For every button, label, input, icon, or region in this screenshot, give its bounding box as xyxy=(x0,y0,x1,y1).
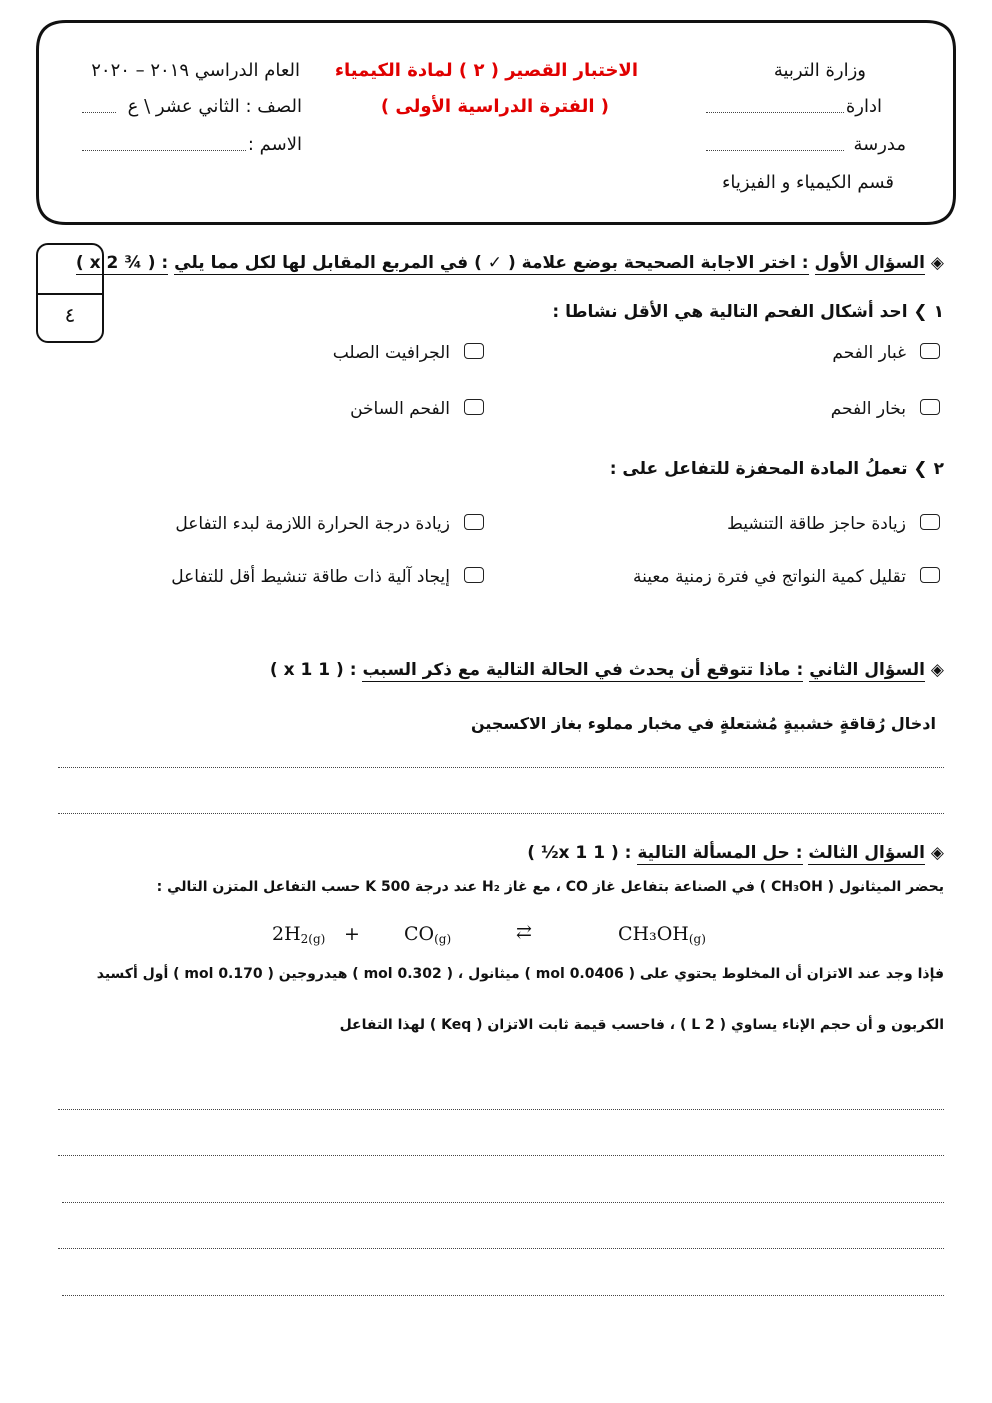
answer-line[interactable] xyxy=(58,767,944,768)
q1-bullet-icon: ◈ xyxy=(930,253,944,273)
checkbox-q1-2-b[interactable] xyxy=(464,514,484,530)
department: قسم الكيمياء و الفيزياء xyxy=(721,172,894,193)
grade: الصف : الثاني عشر \ ع xyxy=(127,96,302,117)
eq-r2-sub: (g) xyxy=(434,932,452,946)
q2-marks: : ( 1 x 1 ) xyxy=(269,660,357,680)
checkbox-q1-1-d[interactable] xyxy=(464,399,484,415)
q1-item2-number: ٢ xyxy=(933,459,944,479)
exam-title: الاختبار القصير ( ٢ ) لمادة الكيمياء xyxy=(334,60,638,81)
q2-label: السؤال الثاني xyxy=(809,660,925,680)
eq-r1: 2H xyxy=(272,923,301,945)
score-divider xyxy=(38,293,102,295)
q1-item1-option-a: غبار الفحم xyxy=(832,343,906,363)
q1-item2-option-b: زيادة درجة الحرارة اللازمة لبدء التفاعل xyxy=(175,514,450,534)
q1-item1 xyxy=(552,302,944,322)
score-total: ٤ xyxy=(64,303,76,327)
q2-bullet-icon: ◈ xyxy=(930,660,944,680)
answer-line[interactable] xyxy=(62,1295,944,1296)
exam-period: ( الفترة الدراسية الأولى ) xyxy=(380,96,609,117)
q1-instruction: : اختر الاجابة الصحيحة بوضع علامة ( ✓ ) في المربع المقابل لها لكل مما يلي xyxy=(174,253,809,273)
eq-r2: CO xyxy=(404,923,435,945)
checkbox-q1-2-c[interactable] xyxy=(920,567,940,583)
equation-reactant-h2 xyxy=(272,923,325,946)
directorate-label: ادارة xyxy=(845,96,882,117)
q1-marks: : ( ¾ x 2 ) xyxy=(75,253,169,273)
q2-instruction: : ماذا تتوقع أن يحدث في الحالة التالية مع ذكر السبب xyxy=(362,660,804,680)
q1-item1-option-c: بخار الفحم xyxy=(830,399,906,419)
q3-heading xyxy=(527,843,944,863)
q1-item1-option-b: الجرافيت الصلب xyxy=(332,343,450,363)
q1-item1-text: احد أشكال الفحم التالية هي الأقل نشاطا : xyxy=(552,302,908,322)
q2-heading xyxy=(270,660,944,680)
answer-line[interactable] xyxy=(58,1248,944,1249)
q1-item1-option-d: الفحم الساخن xyxy=(350,399,450,419)
grade-section-field[interactable] xyxy=(82,112,116,113)
q3-line2: فإذا وجد عند الاتزان أن المخلوط يحتوي على ( 0.0406 mol ) ميثانول ، ( 0.302 mol ) هيدروجين ( 0.170 mol ) أول أكسيد xyxy=(96,966,944,982)
equilibrium-arrow-icon: ⇄ xyxy=(516,921,532,943)
equation-product-methanol xyxy=(618,923,706,946)
q3-bullet-icon: ◈ xyxy=(930,843,944,863)
q3-line3: الكربون و أن حجم الإناء يساوي ( 2 L ) ، فاحسب قيمة ثابت الاتزان ( Keq ) لهذا التفاعل xyxy=(339,1017,944,1033)
q1-item2-text: تعملُ المادة المحفزة للتفاعل على : xyxy=(609,459,908,479)
name-label: الاسم : xyxy=(247,134,302,155)
q3-line1: يحضر الميثانول ( CH₃OH ) في الصناعة بتفاعل غاز CO ، مع غاز H₂ عند درجة 500 K حسب التفاعل المتزن التالي : xyxy=(156,879,944,895)
checkbox-q1-1-c[interactable] xyxy=(920,399,940,415)
q1-label: السؤال الأول xyxy=(814,253,925,273)
name-field[interactable] xyxy=(82,150,246,151)
q1-item2-option-c: تقليل كمية النواتج في فترة زمنية معينة xyxy=(632,567,906,587)
equation-reactant-co xyxy=(404,923,451,946)
q2-statement: ادخال رُقاقةٍ خشبيةٍ مُشتعلةٍ في مخبار مملوء بغاز الاكسجين xyxy=(470,714,936,733)
q1-item2 xyxy=(610,459,944,479)
eq-r1-sub: 2(g) xyxy=(300,932,326,946)
q3-marks: : ( 1 x 1½ ) xyxy=(527,843,632,863)
q1-item2-option-a: زيادة حاجز طاقة التنشيط xyxy=(727,514,906,534)
q1-heading xyxy=(76,253,944,273)
checkbox-q1-1-a[interactable] xyxy=(920,343,940,359)
chevron-left-icon: ❯ xyxy=(907,459,928,479)
eq-p1-sub: (g) xyxy=(688,932,706,946)
q3-instruction: : حل المسألة التالية xyxy=(637,843,803,863)
ministry: وزارة التربية xyxy=(773,60,866,81)
checkbox-q1-2-a[interactable] xyxy=(920,514,940,530)
q1-item1-number: ١ xyxy=(933,302,944,322)
answer-line[interactable] xyxy=(58,813,944,814)
checkbox-q1-1-b[interactable] xyxy=(464,343,484,359)
school-field[interactable] xyxy=(706,150,844,151)
eq-p1: CH₃OH xyxy=(618,923,689,945)
q1-item2-option-d: إيجاد آلية ذات طاقة تنشيط أقل للتفاعل xyxy=(171,567,450,587)
school-label: مدرسة xyxy=(853,134,906,155)
chevron-left-icon: ❯ xyxy=(907,302,928,322)
directorate-field[interactable] xyxy=(706,112,844,113)
checkbox-q1-2-d[interactable] xyxy=(464,567,484,583)
academic-year: العام الدراسي ٢٠١٩ – ٢٠٢٠ xyxy=(91,60,300,81)
q3-label: السؤال الثالث xyxy=(808,843,925,863)
header-border xyxy=(36,20,956,225)
answer-line[interactable] xyxy=(58,1109,944,1110)
answer-line[interactable] xyxy=(58,1155,944,1156)
equation-plus: + xyxy=(344,923,360,945)
answer-line[interactable] xyxy=(62,1202,944,1203)
